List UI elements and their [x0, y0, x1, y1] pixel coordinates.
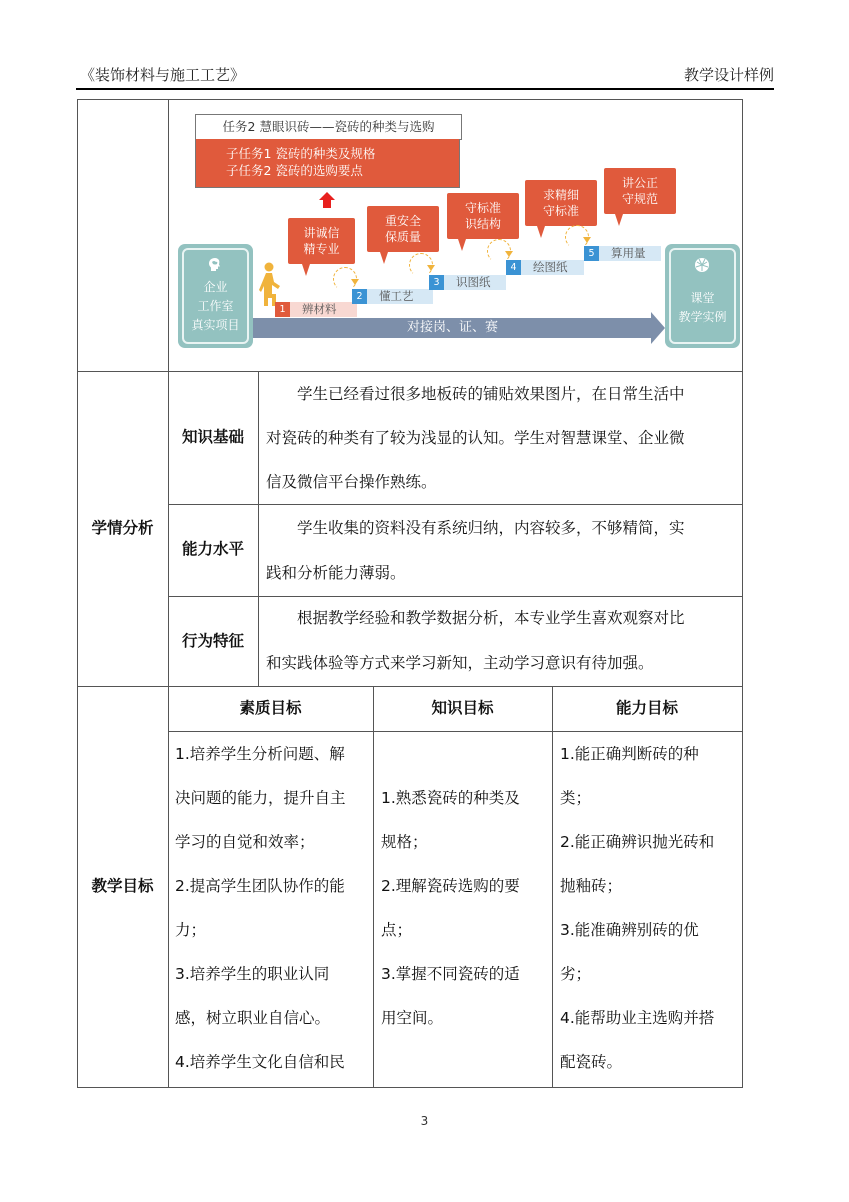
bottom-bar: 对接岗、证、赛 [253, 318, 652, 338]
text-line: 2.能正确辨识抛光砖和 [560, 833, 715, 851]
bubble-tail [615, 214, 623, 226]
left-box-line: 真实项目 [191, 318, 240, 332]
text-line: 规格； [381, 833, 428, 851]
up-arrow-stem [323, 200, 331, 208]
bubble-line: 讲公正 [621, 176, 658, 190]
step-label: 识图纸 [444, 275, 506, 290]
text-line: 和实践体验等方式来学习新知，主动学习意识有待加强。 [266, 654, 654, 672]
subtask-item: 子任务2 瓷砖的选购要点 [226, 163, 363, 178]
text-line: 4.能帮助业主选购并搭 [560, 1009, 715, 1027]
subtask-list [195, 139, 460, 188]
objective-column-header: 能力目标 [615, 699, 678, 717]
bubble-line: 守规范 [621, 192, 658, 206]
text-line: 2.理解瓷砖选购的要 [381, 877, 520, 895]
value-bubble [525, 180, 597, 226]
subtask-item: 子任务1 瓷砖的种类及规格 [226, 146, 376, 161]
step-arrowhead-icon [427, 265, 435, 271]
step-arrowhead-icon [505, 251, 513, 257]
analysis-label: 学情分析 [91, 519, 154, 537]
bubble-tail [380, 252, 388, 264]
bubble-line: 识结构 [464, 217, 501, 231]
value-bubble [367, 206, 439, 252]
text-line: 3.掌握不同瓷砖的适 [381, 965, 520, 983]
objective-column-header: 素质目标 [239, 699, 302, 717]
task-title: 任务2 慧眼识砖——瓷砖的种类与选购 [195, 114, 462, 140]
text-line: 根据教学经验和教学数据分析，本专业学生喜欢观察对比 [266, 609, 685, 627]
text-line: 点； [381, 921, 413, 939]
bubble-line: 保质量 [384, 230, 421, 244]
step-number: 2 [352, 289, 367, 304]
doc-type: 教学设计样例 [683, 66, 774, 84]
step-number: 3 [429, 275, 444, 290]
text-line: 3.能准确辨别砖的优 [560, 921, 699, 939]
text-line: 4.培养学生文化自信和民 [175, 1053, 345, 1071]
up-arrow-icon [319, 192, 335, 200]
text-line: 用空间。 [381, 1009, 444, 1027]
book-title: 《装饰材料与施工工艺》 [80, 66, 246, 84]
step-label: 算用量 [599, 246, 661, 261]
value-bubble [288, 218, 355, 264]
step-label: 辨材料 [290, 302, 357, 317]
text-line: 信及微信平台操作熟练。 [266, 473, 437, 491]
analysis-row-label: 行为特征 [181, 632, 244, 650]
text-line: 1.能正确判断砖的种 [560, 745, 699, 763]
objective-column-header: 知识目标 [431, 699, 494, 717]
text-line: 1.培养学生分析问题、解 [175, 745, 345, 763]
left-box-line: 工作室 [197, 299, 234, 313]
step-label: 懂工艺 [367, 289, 433, 304]
text-line: 感，树立职业自信心。 [175, 1009, 331, 1027]
network-ball-icon [694, 257, 710, 273]
bubble-line: 重安全 [384, 214, 421, 228]
text-line: 学生收集的资料没有系统归纳，内容较多，不够精简，实 [266, 519, 685, 537]
header-rule [76, 88, 774, 90]
text-line: 学习的自觉和效率； [175, 833, 315, 851]
bubble-line: 求精细 [542, 188, 579, 202]
step-arrowhead-icon [351, 279, 359, 285]
bubble-tail [458, 239, 466, 251]
analysis-row-label: 能力水平 [181, 540, 244, 558]
bubble-line: 精专业 [303, 242, 340, 256]
bubble-line: 讲诚信 [303, 226, 340, 240]
text-line: 决问题的能力，提升自主 [175, 789, 346, 807]
step-number: 1 [275, 302, 290, 317]
text-line: 践和分析能力薄弱。 [266, 564, 406, 582]
objectives-label: 教学目标 [91, 877, 154, 895]
text-line: 劣； [560, 965, 592, 983]
bar-arrowhead-icon [651, 312, 665, 344]
step-arrowhead-icon [583, 237, 591, 243]
bubble-tail [537, 226, 545, 238]
text-line: 2.提高学生团队协作的能 [175, 877, 345, 895]
value-bubble [604, 168, 676, 214]
value-bubble [447, 193, 519, 239]
text-line: 1.熟悉瓷砖的种类及 [381, 789, 520, 807]
task-flow-diagram [175, 110, 743, 350]
step-label: 绘图纸 [521, 260, 584, 275]
left-box-line: 企业 [203, 280, 228, 294]
analysis-row-label: 知识基础 [181, 428, 244, 446]
text-line: 对瓷砖的种类有了较为浅显的认知。学生对智慧课堂、企业微 [266, 429, 685, 447]
head-brain-icon [208, 257, 222, 272]
text-line: 配瓷砖。 [560, 1053, 623, 1071]
bubble-line: 守标准 [542, 204, 579, 218]
right-box-line: 教学实例 [678, 310, 727, 324]
bubble-line: 守标准 [464, 201, 501, 215]
step-number: 5 [584, 246, 599, 261]
text-line: 3.培养学生的职业认同 [175, 965, 330, 983]
text-line: 学生已经看过很多地板砖的铺贴效果图片，在日常生活中 [266, 385, 685, 403]
right-box-line: 课堂 [690, 291, 715, 305]
text-line: 抛釉砖； [560, 877, 623, 895]
classroom-example-box [665, 244, 740, 348]
text-line: 力； [175, 921, 207, 939]
enterprise-project-box [178, 244, 253, 348]
step-number: 4 [506, 260, 521, 275]
text-line: 类； [560, 789, 592, 807]
page-number: 3 [420, 1114, 429, 1128]
bubble-tail [302, 264, 310, 276]
